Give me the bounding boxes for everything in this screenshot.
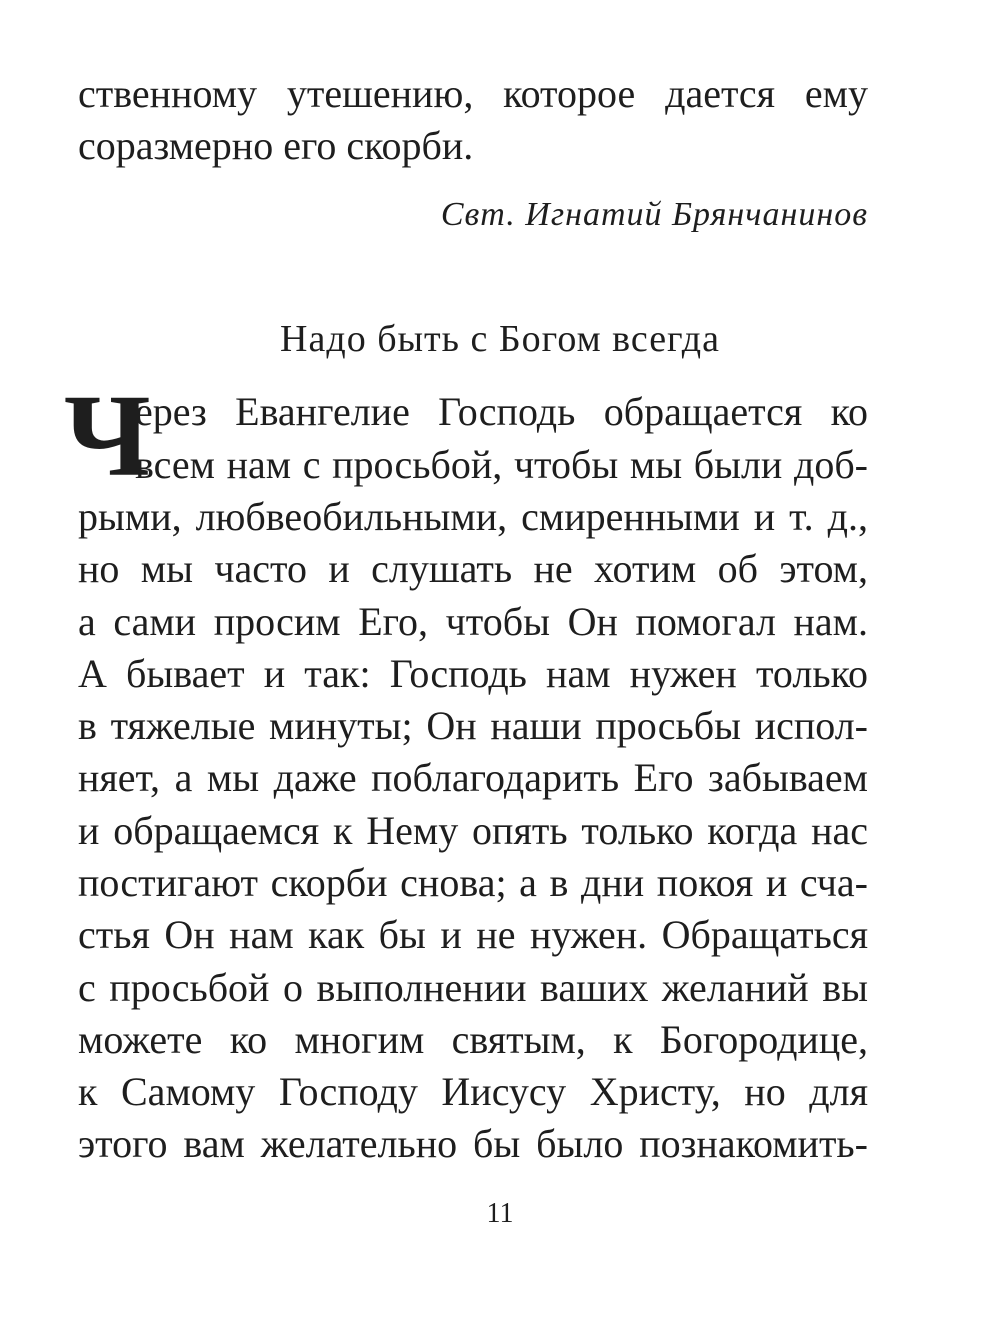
quote-attribution: Свт. Игнатий Брянчанинов <box>440 196 868 233</box>
drop-cap: Ч <box>64 370 151 501</box>
body-line: с просьбой о выполнении ваших желаний вы <box>78 965 868 1010</box>
intro-line-1: ственному утешению, которое дается ему <box>78 71 868 116</box>
body-line: всем нам с просьбой, чтобы мы были доб- <box>135 442 868 487</box>
section-title: Надо быть с Богом всегда <box>280 318 720 360</box>
body-line: этого вам желательно бы было познакомить- <box>78 1121 868 1166</box>
body-line: к Самому Господу Иисусу Христу, но для <box>78 1069 868 1114</box>
page-number: 11 <box>486 1198 514 1229</box>
body-line: няет, а мы даже поблагодарить Его забываем <box>78 755 868 800</box>
body-line: и обращаемся к Нему опять только когда нас <box>78 808 868 853</box>
body-line: а сами просим Его, чтобы Он помогал нам. <box>78 599 868 644</box>
body-line: А бывает и так: Господь нам нужен только <box>78 651 868 696</box>
body-line: ерез Евангелие Господь обращается ко <box>135 389 868 434</box>
intro-line-2: соразмерно его скорби. <box>78 123 474 168</box>
body-line: но мы часто и слушать не хотим об этом, <box>78 546 868 591</box>
body-line: стья Он нам как бы и не нужен. Обращаться <box>78 912 868 957</box>
body-line: рыми, любвеобильными, смиренными и т. д., <box>78 494 868 539</box>
body-line: постигают скорби снова; а в дни покоя и сча- <box>78 860 868 905</box>
body-line: можете ко многим святым, к Богородице, <box>78 1017 868 1062</box>
body-line: в тяжелые минуты; Он наши просьбы испол- <box>78 703 868 748</box>
